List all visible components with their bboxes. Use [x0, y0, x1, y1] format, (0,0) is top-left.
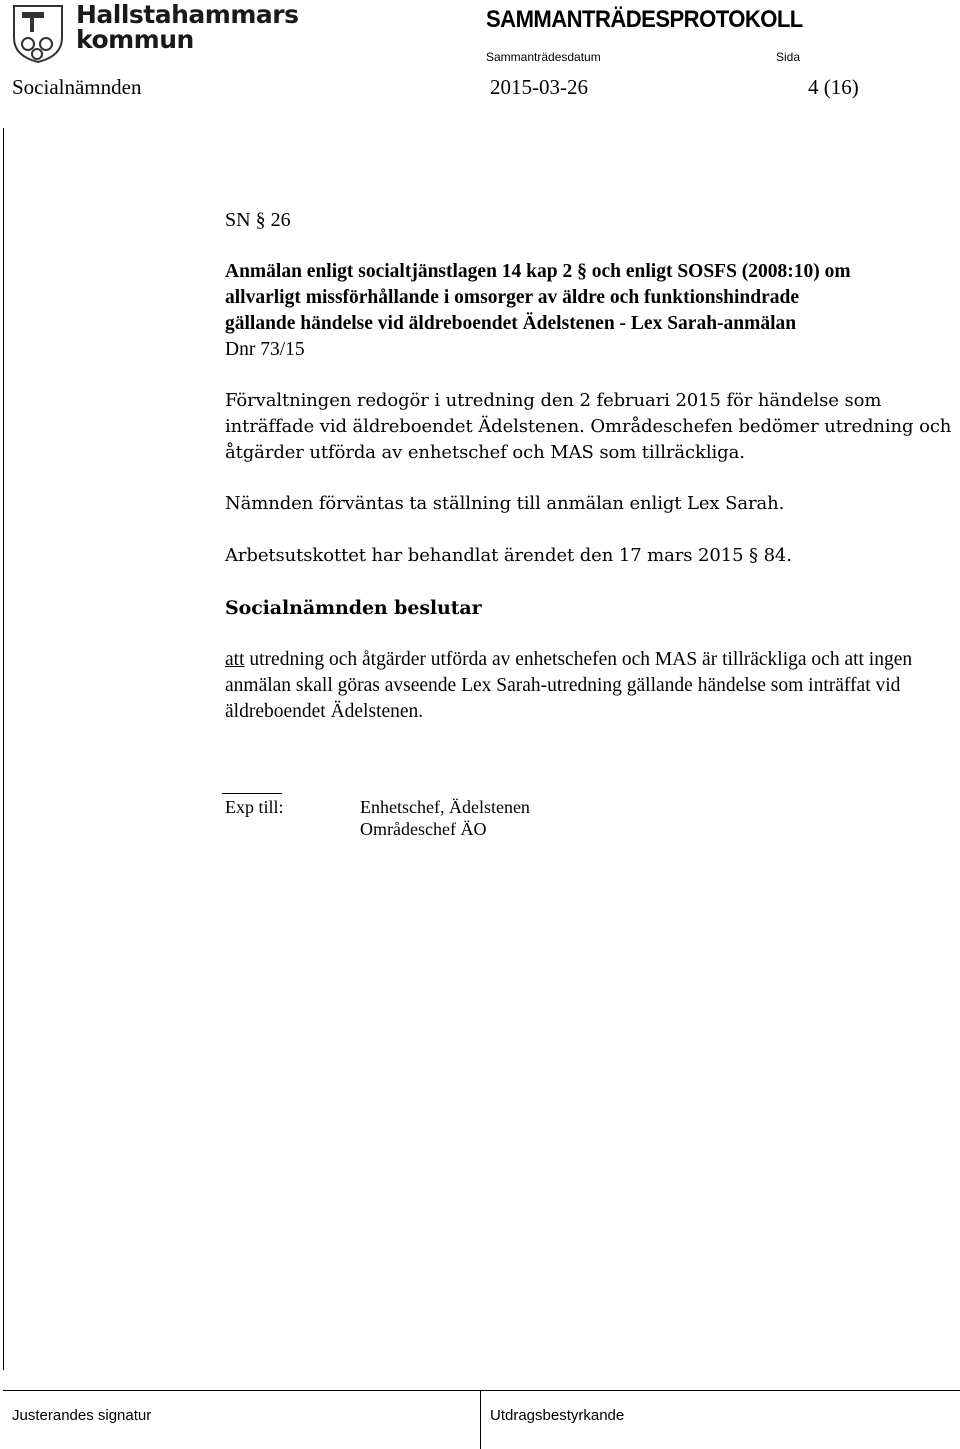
exp-label: Exp till:	[225, 797, 284, 817]
decision-text	[225, 647, 955, 725]
page-label: Sida	[776, 50, 801, 64]
coat-of-arms-icon	[12, 4, 64, 64]
paragraph-report: Förvaltningen redogör i utredning den 2 februari 2015 för händelse som inträffade vid äldreboendet Ädelstenen. Områdeschefen bedömer utredning och åtgärder utförda av enhetschef och MAS som tillräckliga.	[225, 390, 952, 463]
exp-recipients	[360, 796, 530, 840]
diary-number: Dnr 73/15	[225, 339, 305, 360]
paragraph-expectation: Nämnden förväntas ta ställning till anmälan enligt Lex Sarah.	[225, 493, 785, 514]
certification-label: Utdragsbestyrkande	[490, 1407, 625, 1424]
document-title: SAMMANTRÄDESPROTOKOLL	[486, 6, 803, 33]
page-number: 4 (16)	[808, 75, 859, 99]
municipality-logo	[12, 0, 312, 68]
item-title	[225, 259, 955, 337]
signature-label: Justerandes signatur	[12, 1407, 152, 1424]
decision-body: utredning och åtgärder utförda av enhetschefen och MAS är tillräckliga och att ingen anmälan skall göras avseende Lex Sarah-utredning gällande händelse som inträffat vid äldreboendet Ädelstenen.	[225, 649, 913, 722]
logo-wordmark	[76, 2, 298, 52]
item-title-line-3: gällande händelse vid äldreboendet Ädelstenen - Lex Sarah-anmälan	[225, 313, 797, 334]
exp-recipient: Områdeschef ÄO	[360, 819, 487, 839]
logo-line-2: kommun	[76, 25, 194, 54]
date-label: Sammanträdesdatum	[486, 50, 601, 64]
item-title-line-2: allvarligt missförhållande i omsorger av äldre och funktionshindrade	[225, 287, 800, 308]
logo-line-1: Hallstahammars	[76, 0, 299, 29]
left-margin-line	[3, 128, 4, 1370]
footer-column-divider	[480, 1390, 481, 1449]
item-title-line-1: Anmälan enligt socialtjänstlagen 14 kap 2 § och enligt SOSFS (2008:10) om	[225, 261, 851, 282]
committee-name: Socialnämnden	[12, 75, 142, 99]
decision-att: att	[225, 649, 245, 670]
exp-recipient: Enhetschef, Ädelstenen	[360, 797, 530, 817]
decision-heading: Socialnämnden beslutar	[225, 597, 482, 619]
item-number: SN § 26	[225, 209, 291, 231]
exp-divider	[222, 793, 282, 794]
meeting-date: 2015-03-26	[490, 75, 588, 99]
paragraph-committee-handling: Arbetsutskottet har behandlat ärendet den 17 mars 2015 § 84.	[225, 545, 792, 566]
footer-divider	[3, 1390, 960, 1391]
